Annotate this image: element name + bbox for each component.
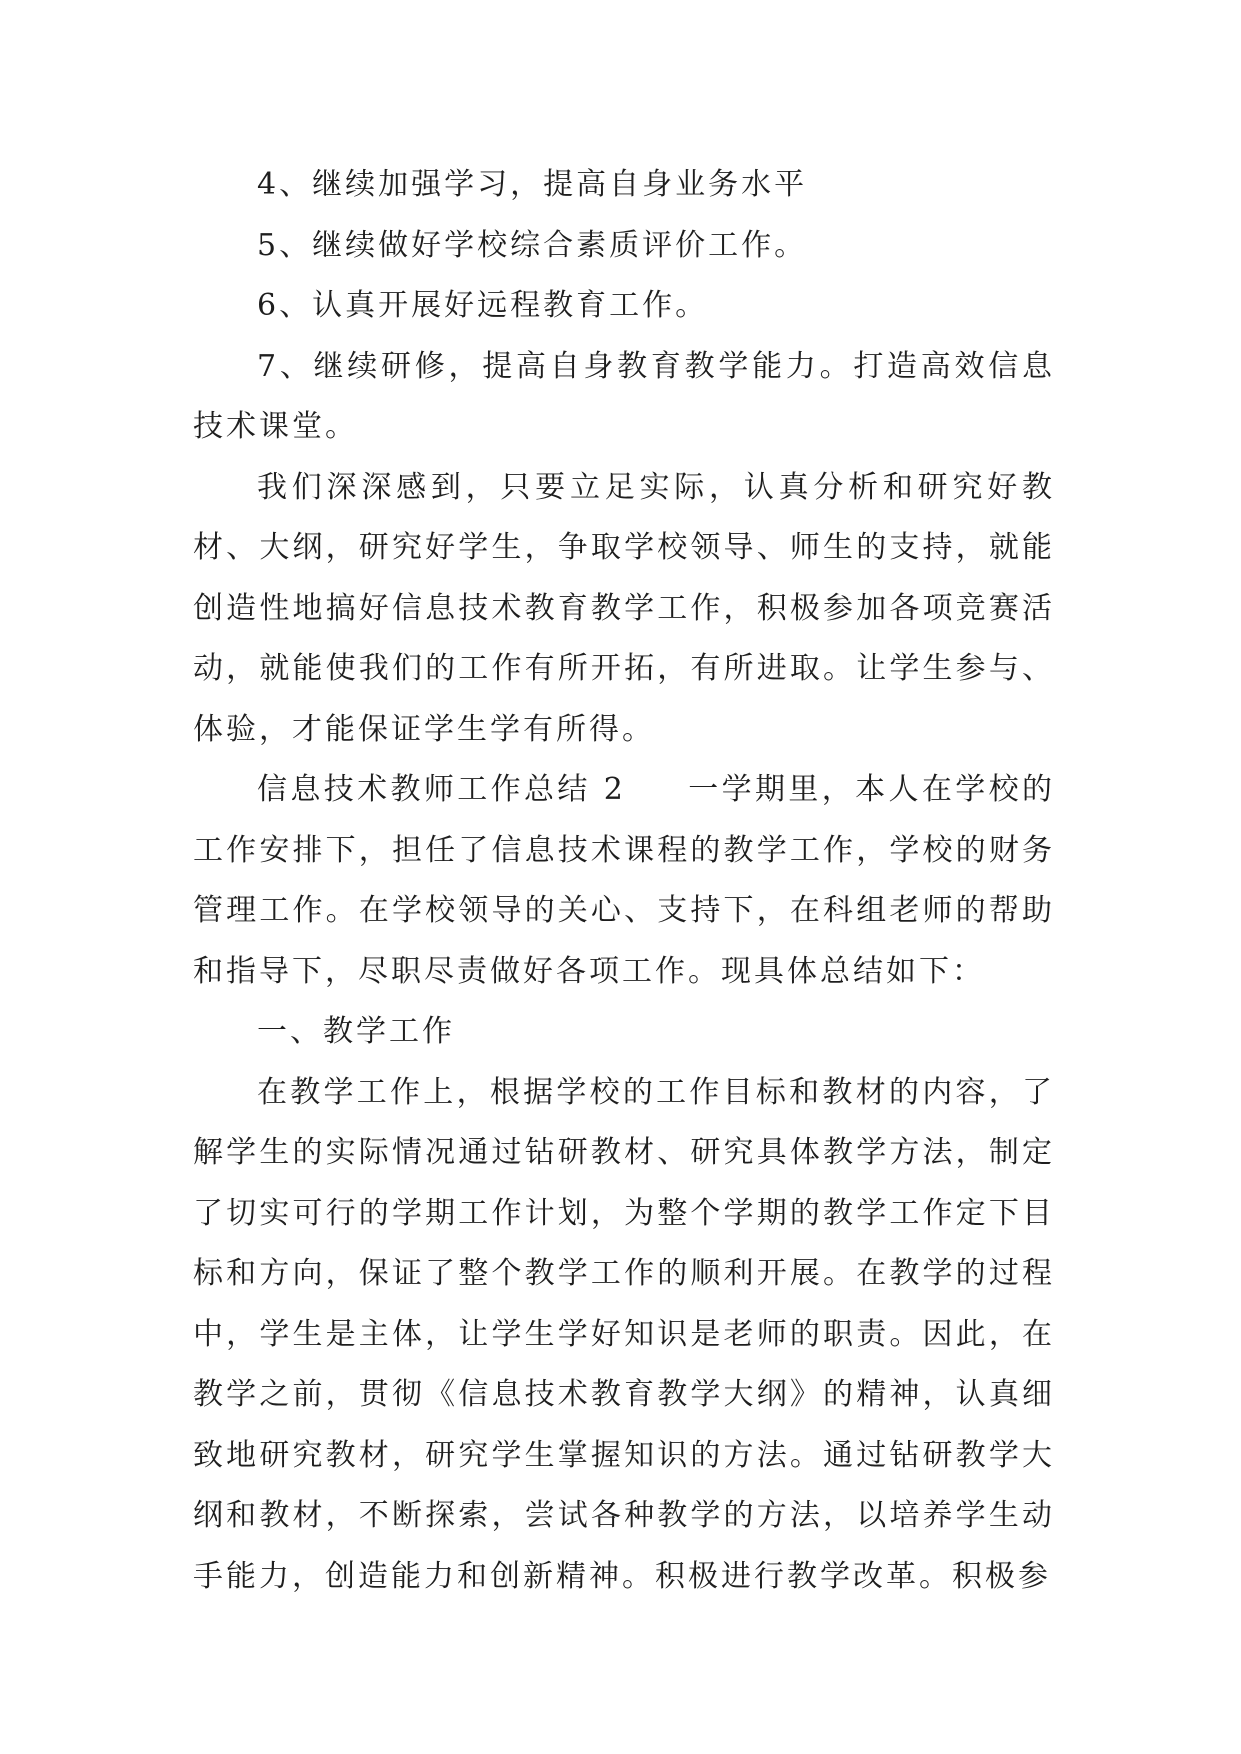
section-2-intro: 一学期里，本人在学校的工作安排下，担任了信息技术课程的教学工作，学校的财务管理工作。在学校领导的关心、支持下，在科组老师的帮助和指导下，尽职尽责做好各项工作。现具体总结如下： bbox=[193, 772, 1055, 989]
paragraph-item-6: 6、认真开展好远程教育工作。 bbox=[257, 288, 709, 323]
paragraph-item-4: 4、继续加强学习，提高自身业务水平 bbox=[257, 167, 808, 202]
paragraph-item-7: 7、继续研修，提高自身教育教学能力。打造高效信息技术课堂。 bbox=[193, 348, 1055, 444]
paragraph-conclusion: 我们深深感到，只要立足实际，认真分析和研究好教材、大纲，研究好学生，争取学校领导、师生的支持，就能创造性地搞好信息技术教育教学工作，积极参加各项竞赛活动，就能使我们的工作有所开拓，有所进取。让学生参与、体验，才能保证学生学有所得。 bbox=[193, 469, 1055, 747]
paragraph-teaching-work: 在教学工作上，根据学校的工作目标和教材的内容，了解学生的实际情况通过钻研教材、研究具体教学方法，制定了切实可行的学期工作计划，为整个学期的教学工作定下目标和方向，保证了整个教学工作的顺利开展。在教学的过程中，学生是主体，让学生学好知识是老师的职责。因此，在教学之前，贯彻《信息技术教育教学大纲》的精神，认真细致地研究教材，研究学生掌握知识的方法。通过钻研教学大纲和教材，不断探索，尝试各种教学的方法，以培养学生动手能力，创造能力和创新精神。积极进行教学改革。积极参 bbox=[193, 1074, 1055, 1594]
heading-teaching-work: 一、教学工作 bbox=[257, 1014, 455, 1049]
document-body bbox=[193, 155, 1055, 1607]
paragraph-item-5: 5、继续做好学校综合素质评价工作。 bbox=[257, 227, 808, 263]
section-2-paragraph bbox=[193, 760, 1055, 1002]
section-2-title: 信息技术教师工作总结 2 bbox=[257, 772, 626, 807]
